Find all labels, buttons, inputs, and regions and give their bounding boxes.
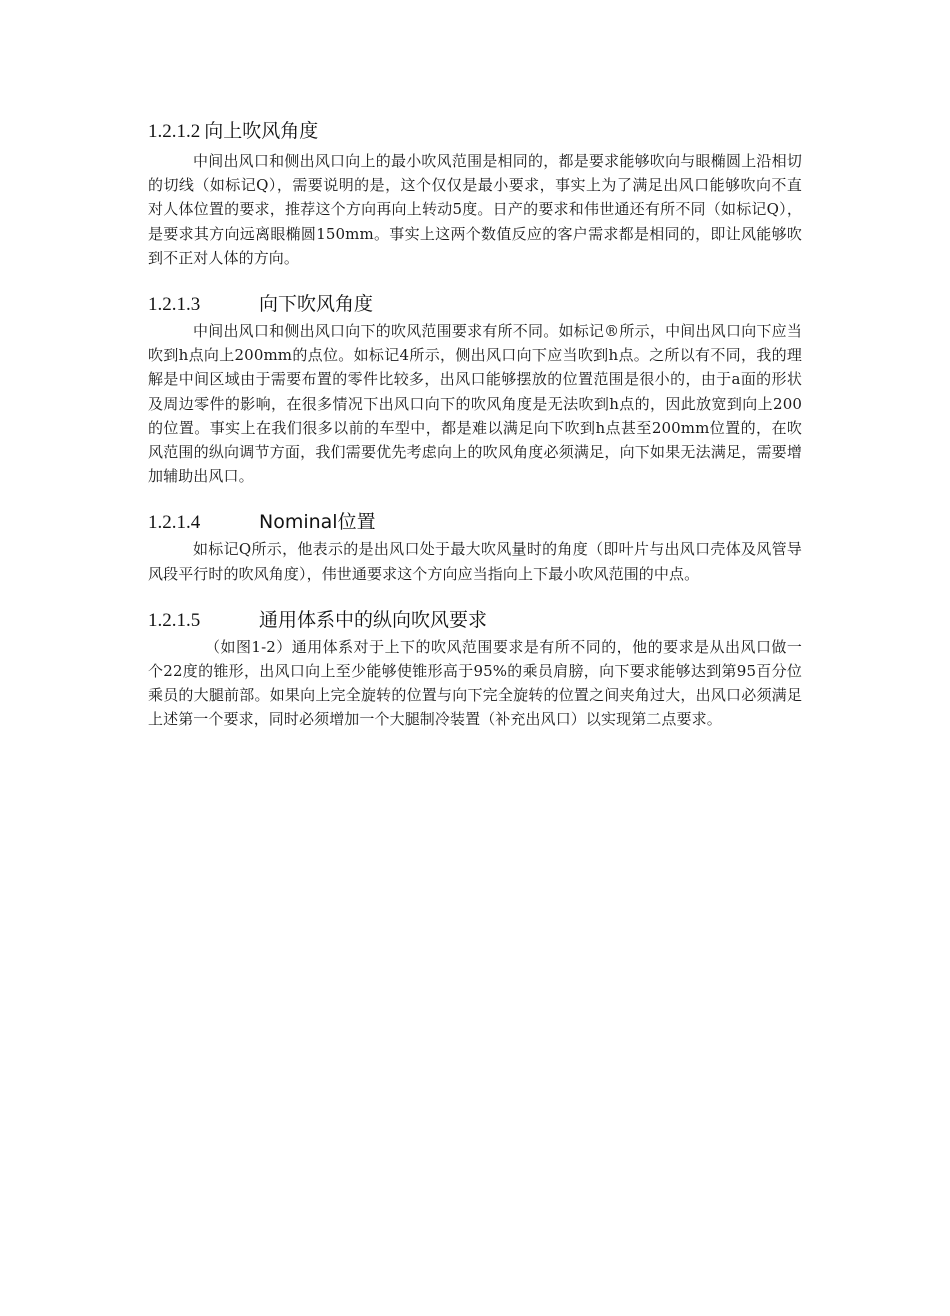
section-heading <box>148 507 802 534</box>
section-heading <box>148 605 802 632</box>
section-gm-vertical-airflow-requirement <box>148 605 802 732</box>
section-paragraph: （如图1-2）通用体系对于上下的吹风范围要求是有所不同的，他的要求是从出风口做一个22度的锥形，出风口向上至少能够使锥形高于95%的乘员肩膀，向下要求能够达到第95百分位乘员的大腿前部。如果向上完全旋转的位置与向下完全旋转的位置之间夹角过大，出风口必须满足上述第一个要求，同时必须增加一个大腿制冷装置（补充出风口）以实现第二点要求。 <box>148 637 802 729</box>
section-number: 1.2.1.4 <box>148 512 201 534</box>
document-page <box>148 116 802 732</box>
section-title: 向下吹风角度 <box>259 293 374 316</box>
section-downward-airflow-angle <box>148 289 802 488</box>
section-title: 向上吹风角度 <box>204 120 319 142</box>
section-heading <box>148 289 802 316</box>
section-title: Nominal位置 <box>259 511 376 534</box>
section-number: 1.2.1.5 <box>148 609 201 631</box>
section-paragraph: 如标记Q所示，他表示的是出风口处于最大吹风量时的角度（即叶片与出风口壳体及风管导风段平行时的吹风角度），伟世通要求这个方向应当指向上下最小吹风范围的中点。 <box>148 540 802 583</box>
section-upward-airflow-angle <box>148 116 802 270</box>
section-paragraph: 中间出风口和侧出风口向上的最小吹风范围是相同的，都是要求能够吹向与眼椭圆上沿相切的切线（如标记Q），需要说明的是，这个仅仅是最小要求，事实上为了满足出风口能够吹向不直对人体位置的要求，推荐这个方向再向上转动5度。日产的要求和伟世通还有所不同（如标记Q），是要求其方向远离眼椭圆150mm。事实上这两个数值反应的客户需求都是相同的，即让风能够吹到不正对人体的方向。 <box>148 152 802 267</box>
section-heading <box>148 116 802 146</box>
section-paragraph: 中间出风口和侧出风口向下的吹风范围要求有所不同。如标记®所示，中间出风口向下应当吹到h点向上200mm的点位。如标记4所示，侧出风口向下应当吹到h点。之所以有不同，我的理解是中间区域由于需要布置的零件比较多，出风口能够摆放的位置范围是很小的，由于a面的形状及周边零件的影响，在很多情况下出风口向下的吹风角度是无法吹到h点的，因此放宽到向上200的位置。事实上在我们很多以前的车型中，都是难以满足向下吹到h点甚至200mm位置的，在吹风范围的纵向调节方面，我们需要优先考虑向上的吹风角度必须满足，向下如果无法满足，需要增加辅助出风口。 <box>148 322 802 486</box>
section-number: 1.2.1.3 <box>148 294 201 316</box>
section-number: 1.2.1.2 <box>148 121 201 142</box>
section-nominal-position <box>148 507 802 585</box>
section-title: 通用体系中的纵向吹风要求 <box>259 608 488 631</box>
